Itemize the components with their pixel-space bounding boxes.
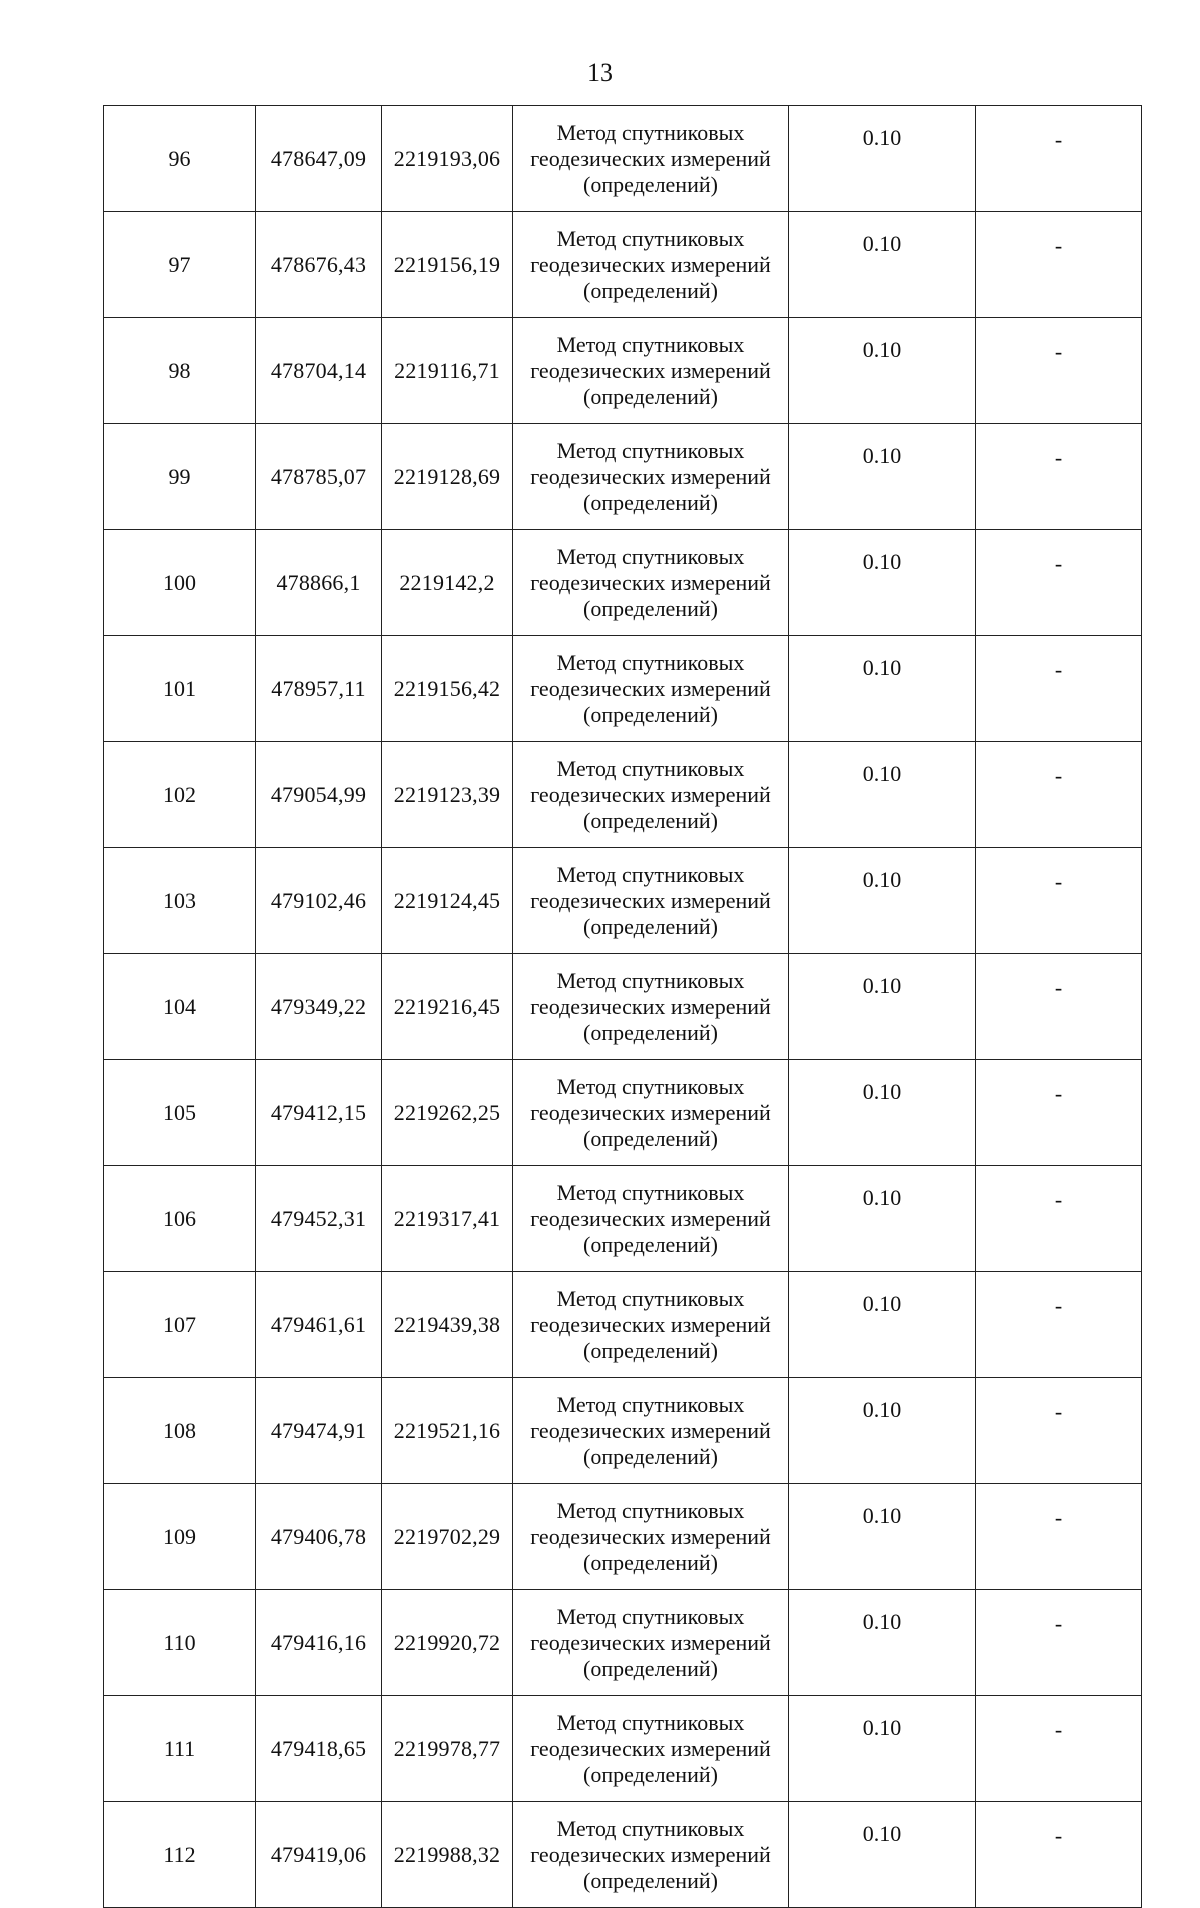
table-row bbox=[104, 424, 1142, 530]
x-coordinate-cell: 478647,09 bbox=[256, 106, 382, 212]
note-cell: - bbox=[976, 424, 1142, 530]
x-coordinate-cell: 478866,1 bbox=[256, 530, 382, 636]
note-cell: - bbox=[976, 318, 1142, 424]
table-row bbox=[104, 1060, 1142, 1166]
point-number-cell: 110 bbox=[104, 1590, 256, 1696]
method-text-line: геодезических измерений bbox=[530, 1205, 771, 1231]
point-number-cell: 105 bbox=[104, 1060, 256, 1166]
method-cell bbox=[513, 1060, 789, 1166]
accuracy-cell: 0.10 bbox=[789, 636, 976, 742]
table-row bbox=[104, 1484, 1142, 1590]
method-text-line: (определений) bbox=[583, 701, 718, 727]
y-coordinate-cell: 2219156,19 bbox=[382, 212, 513, 318]
y-coordinate-cell: 2219521,16 bbox=[382, 1378, 513, 1484]
method-text-line: (определений) bbox=[583, 1443, 718, 1469]
method-text-line: геодезических измерений bbox=[530, 1523, 771, 1549]
method-cell bbox=[513, 848, 789, 954]
point-number-cell: 97 bbox=[104, 212, 256, 318]
method-text-line: геодезических измерений bbox=[530, 993, 771, 1019]
method-cell bbox=[513, 212, 789, 318]
method-text-line: (определений) bbox=[583, 1867, 718, 1893]
method-cell bbox=[513, 106, 789, 212]
method-text-line: Метод спутниковых bbox=[556, 1285, 745, 1311]
y-coordinate-cell: 2219124,45 bbox=[382, 848, 513, 954]
coordinates-table bbox=[103, 105, 1142, 1908]
method-text-line: Метод спутниковых bbox=[556, 649, 745, 675]
method-text-line: (определений) bbox=[583, 277, 718, 303]
point-number-cell: 104 bbox=[104, 954, 256, 1060]
note-cell: - bbox=[976, 1166, 1142, 1272]
y-coordinate-cell: 2219439,38 bbox=[382, 1272, 513, 1378]
method-text-line: геодезических измерений bbox=[530, 569, 771, 595]
method-text-line: геодезических измерений bbox=[530, 675, 771, 701]
accuracy-cell: 0.10 bbox=[789, 1590, 976, 1696]
x-coordinate-cell: 479419,06 bbox=[256, 1802, 382, 1908]
method-cell bbox=[513, 530, 789, 636]
y-coordinate-cell: 2219920,72 bbox=[382, 1590, 513, 1696]
table-row bbox=[104, 1590, 1142, 1696]
method-text-line: (определений) bbox=[583, 1125, 718, 1151]
y-coordinate-cell: 2219702,29 bbox=[382, 1484, 513, 1590]
accuracy-cell: 0.10 bbox=[789, 1060, 976, 1166]
point-number-cell: 106 bbox=[104, 1166, 256, 1272]
point-number-cell: 100 bbox=[104, 530, 256, 636]
y-coordinate-cell: 2219116,71 bbox=[382, 318, 513, 424]
x-coordinate-cell: 479418,65 bbox=[256, 1696, 382, 1802]
method-text-line: Метод спутниковых bbox=[556, 861, 745, 887]
method-text-line: геодезических измерений bbox=[530, 145, 771, 171]
note-cell: - bbox=[976, 1802, 1142, 1908]
accuracy-cell: 0.10 bbox=[789, 742, 976, 848]
table-row bbox=[104, 318, 1142, 424]
method-text-line: Метод спутниковых bbox=[556, 755, 745, 781]
point-number-cell: 108 bbox=[104, 1378, 256, 1484]
method-text-line: Метод спутниковых bbox=[556, 543, 745, 569]
note-cell: - bbox=[976, 742, 1142, 848]
method-cell bbox=[513, 954, 789, 1060]
method-text-line: (определений) bbox=[583, 807, 718, 833]
note-cell: - bbox=[976, 1272, 1142, 1378]
method-text-line: геодезических измерений bbox=[530, 887, 771, 913]
accuracy-cell: 0.10 bbox=[789, 1484, 976, 1590]
x-coordinate-cell: 479102,46 bbox=[256, 848, 382, 954]
method-text-line: Метод спутниковых bbox=[556, 437, 745, 463]
method-cell bbox=[513, 742, 789, 848]
note-cell: - bbox=[976, 106, 1142, 212]
note-cell: - bbox=[976, 848, 1142, 954]
method-cell bbox=[513, 1484, 789, 1590]
table-row bbox=[104, 106, 1142, 212]
method-text-line: (определений) bbox=[583, 1655, 718, 1681]
note-cell: - bbox=[976, 1378, 1142, 1484]
method-cell bbox=[513, 1378, 789, 1484]
y-coordinate-cell: 2219128,69 bbox=[382, 424, 513, 530]
method-cell bbox=[513, 1802, 789, 1908]
method-text-line: геодезических измерений bbox=[530, 463, 771, 489]
method-cell bbox=[513, 424, 789, 530]
accuracy-cell: 0.10 bbox=[789, 530, 976, 636]
method-text-line: (определений) bbox=[583, 1231, 718, 1257]
note-cell: - bbox=[976, 212, 1142, 318]
method-text-line: (определений) bbox=[583, 1337, 718, 1363]
method-text-line: Метод спутниковых bbox=[556, 1709, 745, 1735]
method-text-line: Метод спутниковых bbox=[556, 1073, 745, 1099]
point-number-cell: 96 bbox=[104, 106, 256, 212]
method-text-line: геодезических измерений bbox=[530, 1629, 771, 1655]
note-cell: - bbox=[976, 636, 1142, 742]
y-coordinate-cell: 2219262,25 bbox=[382, 1060, 513, 1166]
note-cell: - bbox=[976, 1590, 1142, 1696]
method-text-line: геодезических измерений bbox=[530, 1841, 771, 1867]
point-number-cell: 99 bbox=[104, 424, 256, 530]
method-text-line: Метод спутниковых bbox=[556, 1179, 745, 1205]
y-coordinate-cell: 2219988,32 bbox=[382, 1802, 513, 1908]
method-cell bbox=[513, 1272, 789, 1378]
accuracy-cell: 0.10 bbox=[789, 1696, 976, 1802]
y-coordinate-cell: 2219142,2 bbox=[382, 530, 513, 636]
method-text-line: (определений) bbox=[583, 1019, 718, 1045]
table-row bbox=[104, 848, 1142, 954]
x-coordinate-cell: 479349,22 bbox=[256, 954, 382, 1060]
method-cell bbox=[513, 636, 789, 742]
method-text-line: Метод спутниковых bbox=[556, 1815, 745, 1841]
method-cell bbox=[513, 318, 789, 424]
x-coordinate-cell: 478957,11 bbox=[256, 636, 382, 742]
x-coordinate-cell: 478704,14 bbox=[256, 318, 382, 424]
method-text-line: Метод спутниковых bbox=[556, 967, 745, 993]
method-text-line: геодезических измерений bbox=[530, 251, 771, 277]
method-text-line: (определений) bbox=[583, 171, 718, 197]
method-text-line: (определений) bbox=[583, 1761, 718, 1787]
accuracy-cell: 0.10 bbox=[789, 1378, 976, 1484]
point-number-cell: 98 bbox=[104, 318, 256, 424]
x-coordinate-cell: 479474,91 bbox=[256, 1378, 382, 1484]
y-coordinate-cell: 2219193,06 bbox=[382, 106, 513, 212]
x-coordinate-cell: 479416,16 bbox=[256, 1590, 382, 1696]
accuracy-cell: 0.10 bbox=[789, 424, 976, 530]
x-coordinate-cell: 479461,61 bbox=[256, 1272, 382, 1378]
method-text-line: (определений) bbox=[583, 383, 718, 409]
method-text-line: геодезических измерений bbox=[530, 1735, 771, 1761]
table-row bbox=[104, 1272, 1142, 1378]
method-cell bbox=[513, 1696, 789, 1802]
table-row bbox=[104, 954, 1142, 1060]
method-text-line: геодезических измерений bbox=[530, 1417, 771, 1443]
accuracy-cell: 0.10 bbox=[789, 954, 976, 1060]
method-cell bbox=[513, 1590, 789, 1696]
table-row bbox=[104, 1378, 1142, 1484]
method-text-line: Метод спутниковых bbox=[556, 1497, 745, 1523]
y-coordinate-cell: 2219123,39 bbox=[382, 742, 513, 848]
method-cell bbox=[513, 1166, 789, 1272]
y-coordinate-cell: 2219216,45 bbox=[382, 954, 513, 1060]
method-text-line: Метод спутниковых bbox=[556, 331, 745, 357]
accuracy-cell: 0.10 bbox=[789, 318, 976, 424]
method-text-line: (определений) bbox=[583, 1549, 718, 1575]
y-coordinate-cell: 2219156,42 bbox=[382, 636, 513, 742]
y-coordinate-cell: 2219317,41 bbox=[382, 1166, 513, 1272]
method-text-line: Метод спутниковых bbox=[556, 119, 745, 145]
point-number-cell: 102 bbox=[104, 742, 256, 848]
note-cell: - bbox=[976, 530, 1142, 636]
point-number-cell: 103 bbox=[104, 848, 256, 954]
method-text-line: геодезических измерений bbox=[530, 1311, 771, 1337]
note-cell: - bbox=[976, 1484, 1142, 1590]
x-coordinate-cell: 478676,43 bbox=[256, 212, 382, 318]
accuracy-cell: 0.10 bbox=[789, 1272, 976, 1378]
accuracy-cell: 0.10 bbox=[789, 1166, 976, 1272]
method-text-line: Метод спутниковых bbox=[556, 225, 745, 251]
table-row bbox=[104, 1166, 1142, 1272]
accuracy-cell: 0.10 bbox=[789, 1802, 976, 1908]
method-text-line: геодезических измерений bbox=[530, 1099, 771, 1125]
page-number: 13 bbox=[587, 58, 613, 87]
x-coordinate-cell: 479054,99 bbox=[256, 742, 382, 848]
accuracy-cell: 0.10 bbox=[789, 212, 976, 318]
x-coordinate-cell: 479452,31 bbox=[256, 1166, 382, 1272]
method-text-line: (определений) bbox=[583, 489, 718, 515]
table-body bbox=[104, 106, 1142, 1908]
method-text-line: Метод спутниковых bbox=[556, 1603, 745, 1629]
x-coordinate-cell: 478785,07 bbox=[256, 424, 382, 530]
table-row bbox=[104, 1696, 1142, 1802]
point-number-cell: 107 bbox=[104, 1272, 256, 1378]
point-number-cell: 109 bbox=[104, 1484, 256, 1590]
point-number-cell: 101 bbox=[104, 636, 256, 742]
method-text-line: геодезических измерений bbox=[530, 357, 771, 383]
note-cell: - bbox=[976, 1060, 1142, 1166]
accuracy-cell: 0.10 bbox=[789, 848, 976, 954]
point-number-cell: 112 bbox=[104, 1802, 256, 1908]
method-text-line: геодезических измерений bbox=[530, 781, 771, 807]
y-coordinate-cell: 2219978,77 bbox=[382, 1696, 513, 1802]
method-text-line: (определений) bbox=[583, 595, 718, 621]
note-cell: - bbox=[976, 1696, 1142, 1802]
table-row bbox=[104, 742, 1142, 848]
method-text-line: (определений) bbox=[583, 913, 718, 939]
table-row bbox=[104, 530, 1142, 636]
method-text-line: Метод спутниковых bbox=[556, 1391, 745, 1417]
point-number-cell: 111 bbox=[104, 1696, 256, 1802]
x-coordinate-cell: 479406,78 bbox=[256, 1484, 382, 1590]
table-row bbox=[104, 212, 1142, 318]
table-row bbox=[104, 1802, 1142, 1908]
x-coordinate-cell: 479412,15 bbox=[256, 1060, 382, 1166]
table-row bbox=[104, 636, 1142, 742]
note-cell: - bbox=[976, 954, 1142, 1060]
accuracy-cell: 0.10 bbox=[789, 106, 976, 212]
